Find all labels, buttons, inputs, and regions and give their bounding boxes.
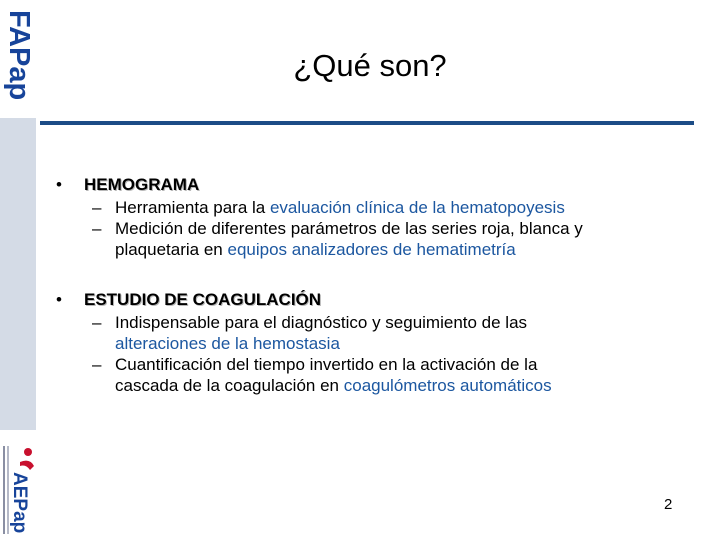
sub-item-highlight: alteraciones de la hemostasia [115, 334, 340, 353]
dash-marker: – [92, 355, 102, 374]
dash-marker: – [92, 219, 102, 238]
sub-item-text: plaquetaria en [115, 240, 228, 259]
aepap-logo-icon [0, 440, 40, 540]
fapap-logo-text: FAPap [3, 10, 35, 101]
bullet-dot: • [56, 175, 62, 194]
sub-item-text: Herramienta para la [115, 198, 270, 217]
sub-item-text: Medición de diferentes parámetros de las series roja, blanca y [115, 219, 583, 238]
fapap-logo [0, 8, 36, 113]
dash-marker: – [92, 198, 102, 217]
sub-item [52, 197, 692, 218]
sub-item-highlight: evaluación clínica de la hematopoyesis [269, 198, 565, 217]
bullet-heading: HEMOGRAMA [84, 175, 200, 194]
sub-item [52, 218, 692, 260]
side-stripe [0, 118, 36, 430]
bullet-coagulacion [52, 288, 692, 312]
sub-item-text: Indispensable para el diagnóstico y seguimiento de las [115, 313, 528, 332]
sub-item-text: Cuantificación del tiempo invertido en la activación de la [115, 355, 538, 374]
page-number: 2 [664, 496, 673, 513]
dash-marker: – [92, 313, 102, 332]
sub-item-text: cascada de la coagulación en [115, 376, 344, 395]
sub-item-highlight: coagulómetros automáticos [343, 376, 552, 395]
sub-item-highlight: equipos analizadores de hematimetría [227, 240, 516, 259]
slide-title: ¿Qué son? [293, 48, 447, 83]
sub-item [52, 354, 692, 396]
slide-content [52, 173, 692, 396]
svg-text:AEPap: AEPap [9, 472, 30, 534]
bullet-dot: • [56, 290, 62, 309]
sub-item [52, 312, 692, 354]
title-divider [40, 121, 694, 125]
bullet-hemograma [52, 173, 692, 197]
aepap-logo [0, 440, 40, 540]
bullet-heading: ESTUDIO DE COAGULACIÓN [84, 290, 322, 309]
